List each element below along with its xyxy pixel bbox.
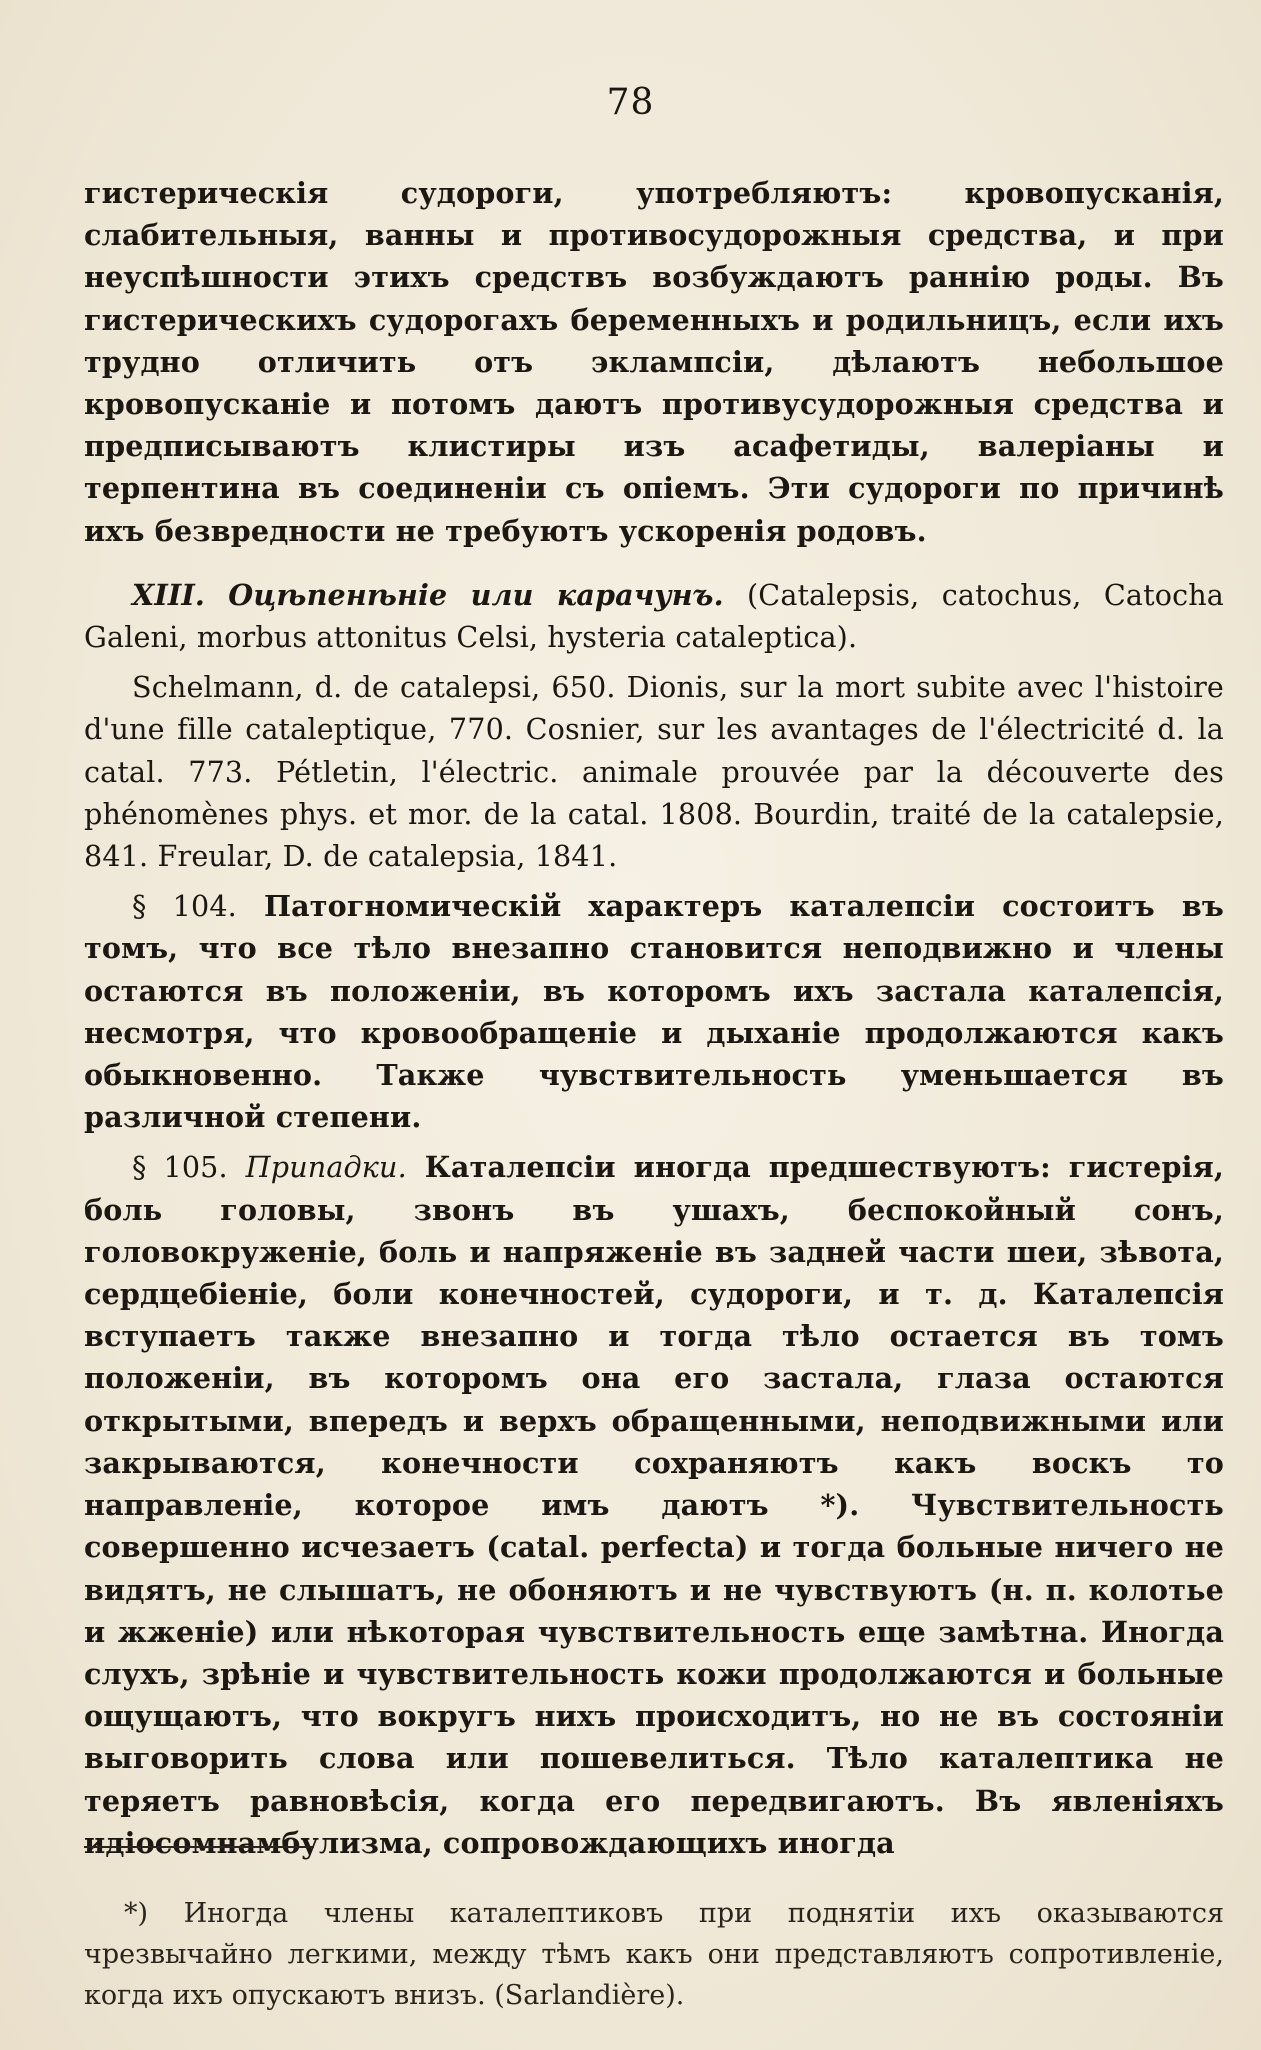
- footnote-divider: [84, 1846, 314, 1848]
- page-number: 78: [606, 82, 655, 123]
- heading-title: XIII. Оцѣпенѣніе или карачунъ.: [132, 577, 724, 612]
- section-heading-xiii: [84, 574, 1224, 658]
- section-104-text: Патогномическій характеръ каталепсіи состоитъ въ томъ, что все тѣло внезапно становится неподвижно и члены остаются въ положеніи, въ которомъ ихъ застала каталепсія, несмотря, что кровообращеніе и дыханіе продолжаются какъ обыкновенно. Также чувствительность уменьшается въ различной степени.: [84, 889, 1225, 1135]
- section-105-title: Припадки.: [245, 1150, 407, 1185]
- main-text: [84, 172, 1224, 1864]
- section-105: [84, 1146, 1224, 1863]
- footnote: *) Иногда члены каталептиковъ при поднятіи ихъ оказываются чрезвычайно легкими, между тѣмъ какъ они представляютъ сопротивленіе, когда ихъ опускаютъ внизъ. (Sarlandière).: [84, 1898, 1224, 2011]
- heading-latin: (Catalepsis, catochus, Catocha Galeni, morbus attonitus Celsi, hysteria cataleptica).: [84, 577, 1224, 655]
- paragraph-hysteria-treatment: гистерическія судороги, употребляютъ: кровопусканія, слабительныя, ванны и противосудорожныя средства, и при неуспѣшности этихъ средствъ возбуждаютъ раннію роды. Въ гистерическихъ судорогахъ беременныхъ и родильницъ, если ихъ трудно отличить отъ эклампсіи, дѣлаютъ небольшое кровопусканіе и потомъ даютъ противусудорожныя средства и предписываютъ клистиры изъ асафетиды, валеріаны и терпентина въ соединеніи съ опіемъ. Эти судороги по причинѣ ихъ безвредности не требуютъ ускоренія родовъ.: [84, 176, 1224, 548]
- section-104: [84, 885, 1224, 1138]
- bibliography: Schelmann, d. de catalepsi, 650. Dionis, sur la mort subite avec l'histoire d'une fille cataleptique, 770. Cosnier, sur les avantages de l'électricité d. la catal. 773. Pétletin, l'électric. animale prouvée par la découverte des phénomènes phys. et mor. de la catal. 1808. Bourdin, traité de la catalepsie, 841. Freular, D. de catalepsia, 1841.: [84, 670, 1224, 874]
- section-104-number: § 104.: [132, 889, 237, 924]
- section-105-text: Каталепсіи иногда предшествуютъ: гистерія, боль головы, звонъ въ ушахъ, беспокойный сонъ, головокруженіе, боль и напряженіе въ задней части шеи, зѣвота, сердцебіеніе, боли конечностей, судороги, и т. д. Каталепсія вступаетъ также внезапно и тогда тѣло остается въ томъ положеніи, въ которомъ она его застала, глаза остаются открытыми, впередъ и верхъ обращенными, неподвижными или закрываются, конечности сохраняютъ какъ воскъ то направленіе, которое имъ даютъ *). Чувствительность совершенно исчезаетъ (catal. perfecta) и тогда больные ничего не видятъ, не слышатъ, не обоняютъ и не чувствуютъ (н. п. колотье и жженіе) или нѣкоторая чувствительность еще замѣтна. Иногда слухъ, зрѣніе и чувствительность кожи продолжаются и больные ощущаютъ, что вокругъ нихъ происходитъ, но не въ состояніи выговорить слова или пошевелиться. Тѣло каталептика не теряетъ равновѣсія, когда его передвигаютъ. Въ явленіяхъ идіосомнамбулизма, сопровождающихъ иногда: [84, 1150, 1225, 1860]
- section-105-number: § 105.: [132, 1150, 228, 1185]
